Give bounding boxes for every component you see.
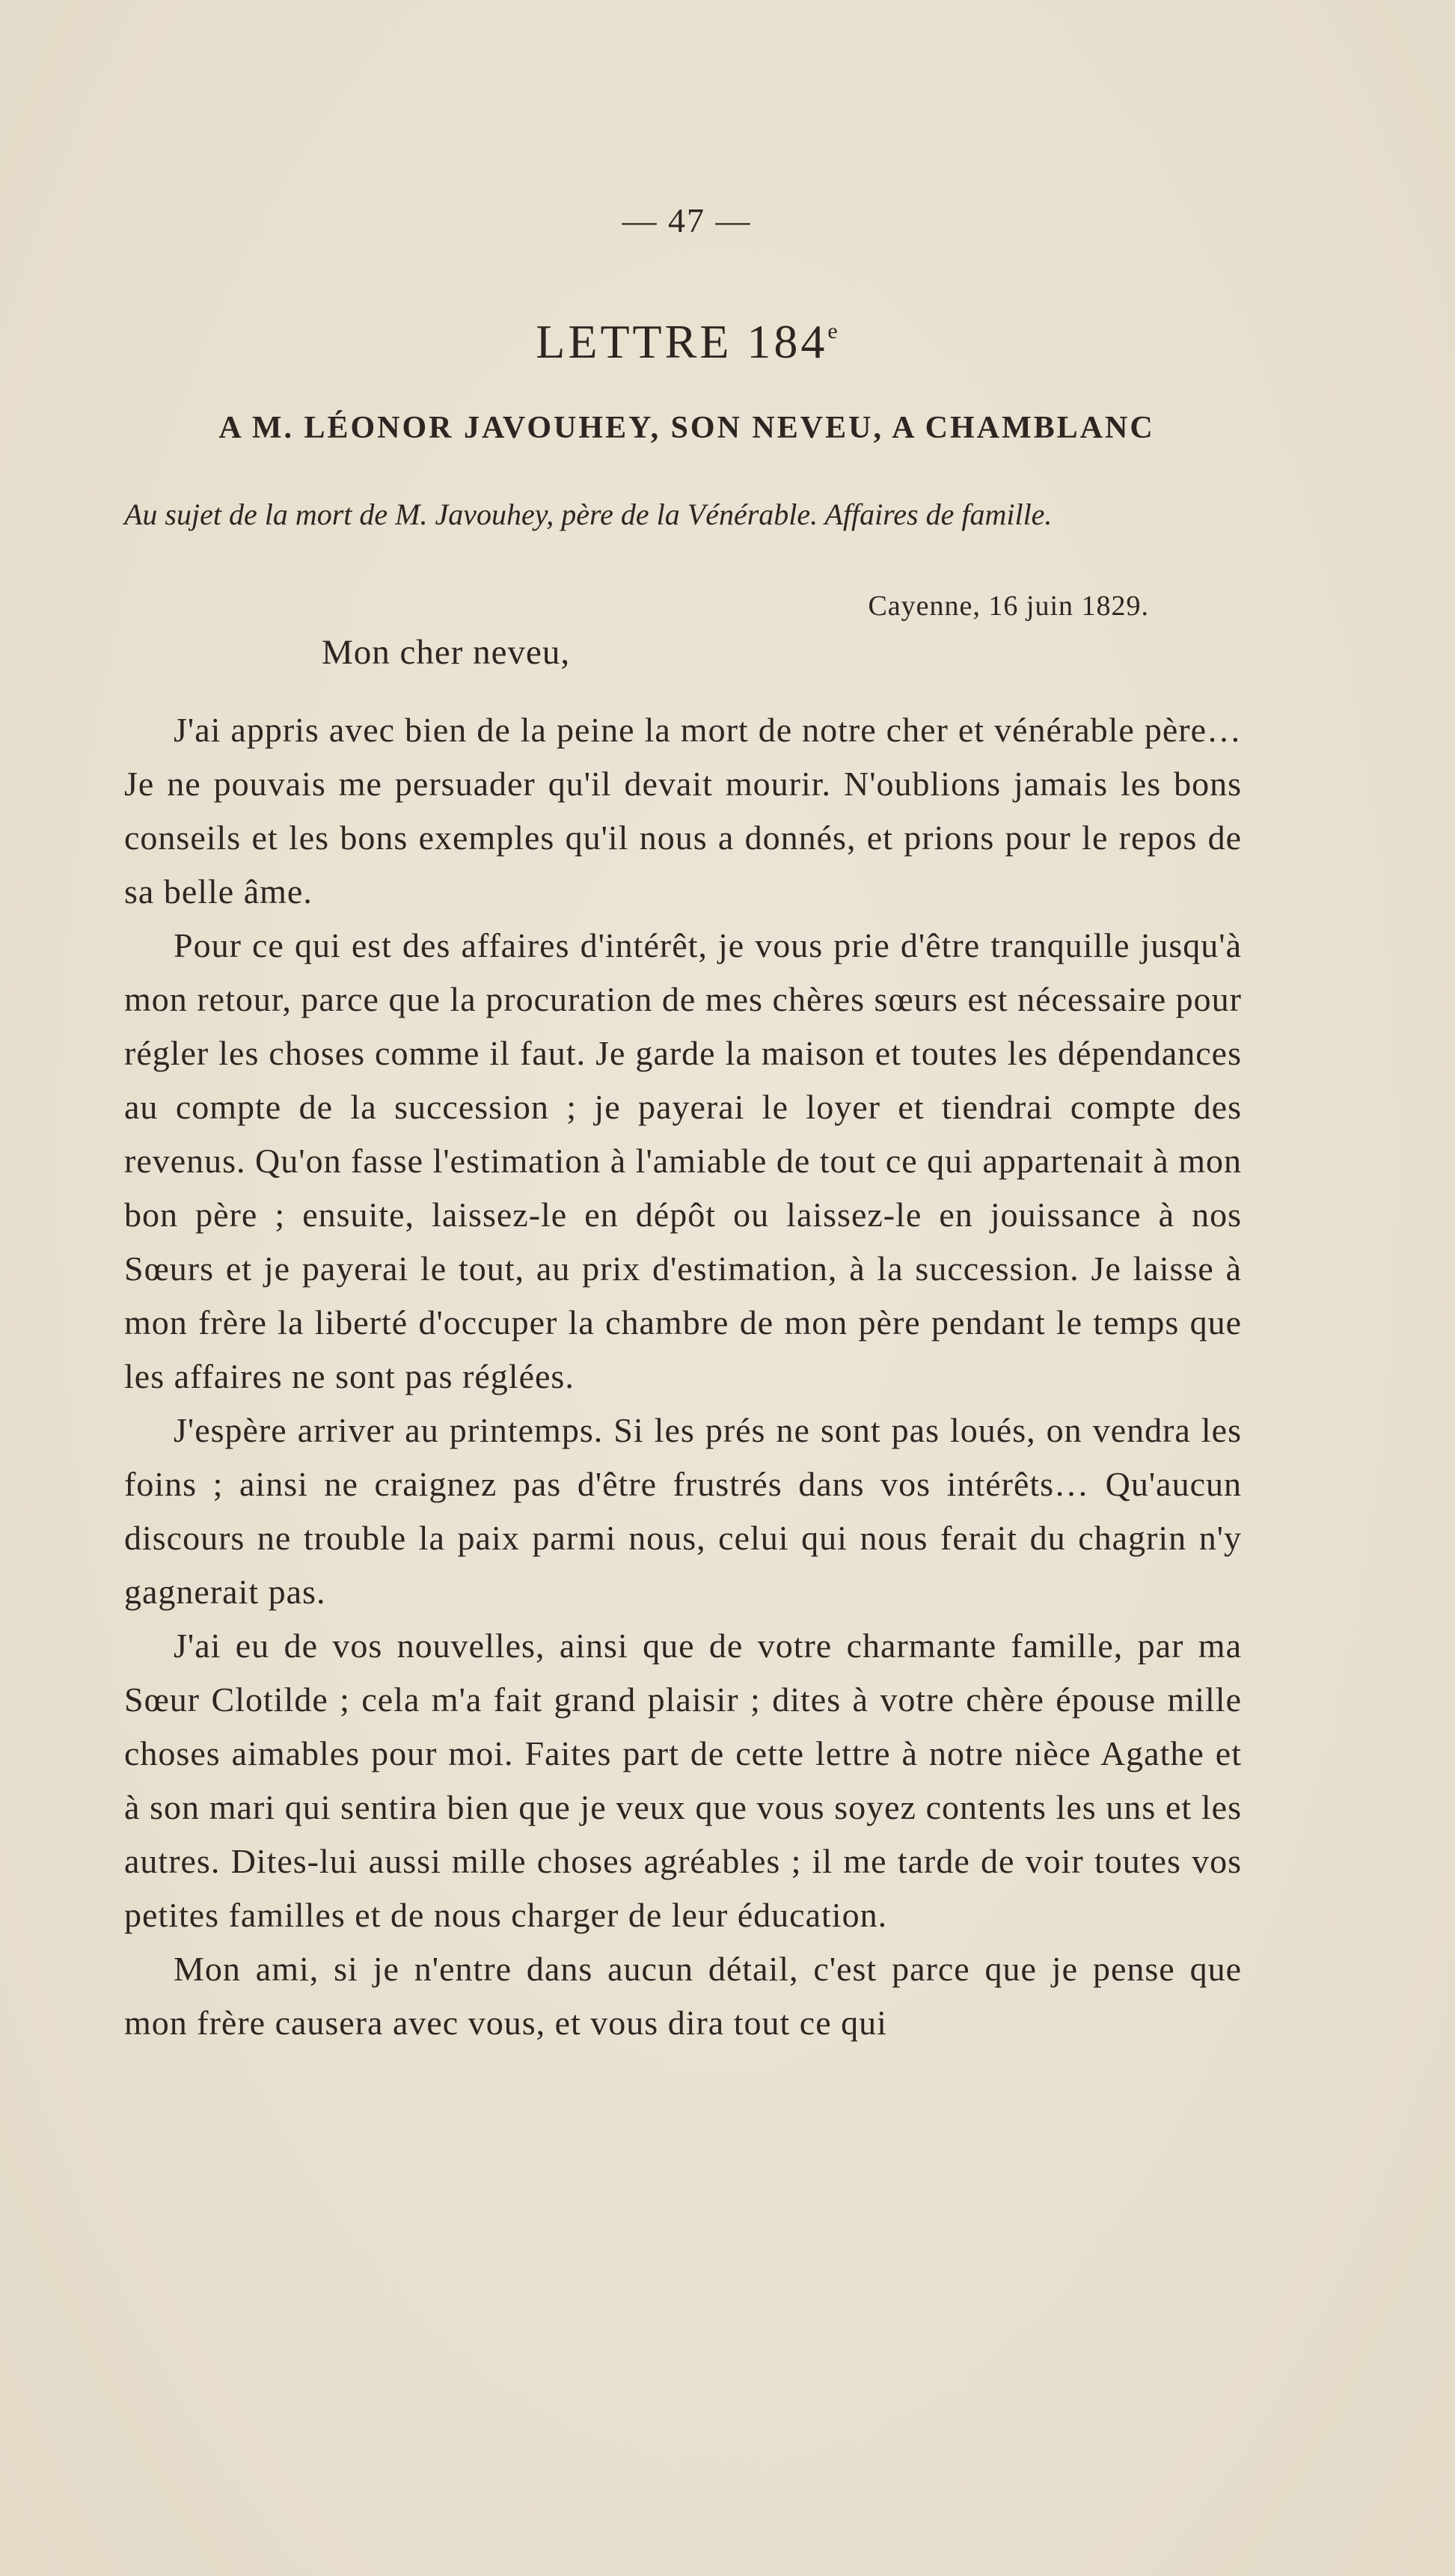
body-paragraph: Pour ce qui est des affaires d'intérêt, je vous prie d'être tranquille jusqu'à mon retour, parce que la procuration de mes chères sœurs est nécessaire pour régler les choses comme il faut. Je garde la maison et toutes les dépendances au compte de la succession ; je payerai le loyer et tiendrai compte des revenus. Qu'on fasse l'estimation à l'amiable de tout ce qui appartenait à mon bon père ; ensuite, laissez-le en dépôt ou laissez-le en jouissance à nos Sœurs et je payerai le tout, au prix d'estimation, à la succession. Je laisse à mon frère la liberté d'occuper la chambre de mon père pendant le temps que les affaires ne sont pas réglées. (124, 926, 1242, 1395)
letter-dateline: Cayenne, 16 juin 1829. (868, 590, 1149, 622)
body-paragraph: J'ai eu de vos nouvelles, ainsi que de votre charmante famille, par ma Sœur Clotilde ; cela m'a fait grand plaisir ; dites à votre chère épouse mille choses aimables pour moi. Faites part de cette lettre à notre nièce Agathe et à son mari qui sentira bien que je veux que vous soyez contents les uns et les autres. Dites-lui aussi mille choses agréables ; il me tarde de voir toutes vos petites familles et de nous charger de leur éducation. (124, 1627, 1242, 1934)
letter-title-text: LETTRE 184 (536, 315, 828, 368)
letter-recipient: A M. LÉONOR JAVOUHEY, SON NEVEU, A CHAMBLANC (218, 411, 1155, 445)
letter-salutation: Mon cher neveu, (322, 633, 571, 672)
letter-body (124, 703, 1242, 2050)
body-paragraph: J'espère arriver au printemps. Si les prés ne sont pas loués, on vendra les foins ; ainsi ne craignez pas d'être frustrés dans vos intérêts… Qu'aucun discours ne trouble la paix parmi nous, celui qui nous ferait du chagrin n'y gagnerait pas. (124, 1411, 1242, 1611)
body-paragraph: Mon ami, si je n'entre dans aucun détail, c'est parce que je pense que mon frère causera avec vous, et vous dira tout ce qui (124, 1950, 1242, 2042)
letter-title-superscript: e (827, 319, 838, 343)
body-paragraph: J'ai appris avec bien de la peine la mort de notre cher et vénérable père… Je ne pouvais me persuader qu'il devait mourir. N'oublions jamais les bons conseils et les bons exemples qu'il nous a donnés, et prions pour le repos de sa belle âme. (124, 711, 1242, 911)
letter-title (0, 314, 1373, 370)
page-number: — 47 — (622, 201, 752, 239)
letter-summary: Au sujet de la mort de M. Javouhey, père de la Vénérable. Affaires de famille. (124, 498, 1053, 531)
